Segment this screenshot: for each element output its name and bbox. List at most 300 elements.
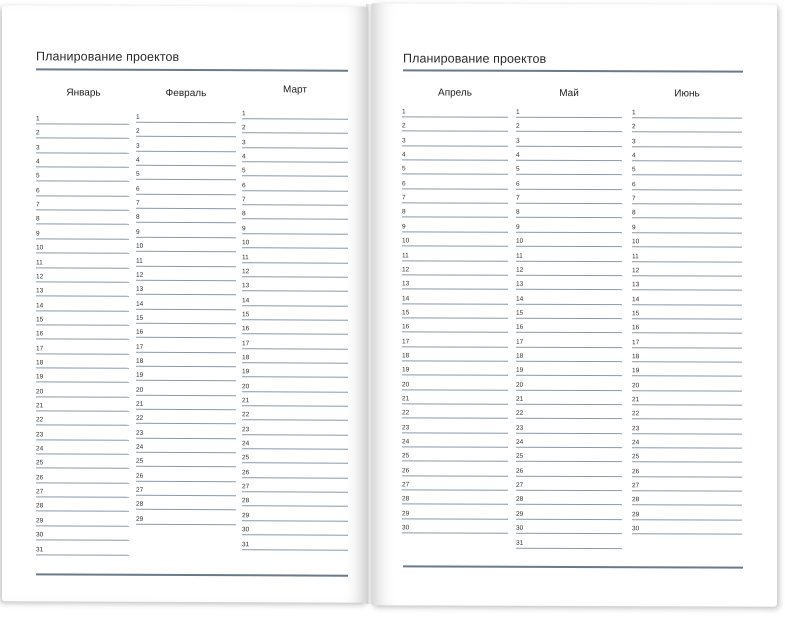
- day-number: 5: [242, 167, 246, 175]
- month-header-march: Март: [283, 84, 307, 96]
- day-number: 8: [36, 215, 40, 223]
- day-number: 19: [242, 368, 250, 376]
- day-row: [36, 310, 129, 325]
- day-number: 2: [242, 124, 246, 132]
- day-row: [136, 409, 236, 424]
- day-number: 19: [136, 372, 144, 380]
- day-number: 24: [632, 439, 640, 447]
- day-number: 12: [242, 268, 250, 276]
- day-number: 3: [632, 137, 636, 145]
- month-header-may: Май: [559, 87, 579, 100]
- day-row: [36, 439, 129, 454]
- day-number: 13: [632, 281, 640, 289]
- day-number: 31: [36, 545, 44, 553]
- day-number: 11: [36, 258, 43, 266]
- day-row: [36, 181, 129, 196]
- day-number: 14: [36, 301, 44, 309]
- day-number: 23: [402, 424, 410, 432]
- day-number: 6: [242, 181, 246, 190]
- day-row: [36, 124, 129, 139]
- day-number: 18: [516, 352, 524, 360]
- day-row: [136, 495, 236, 510]
- day-row: [136, 510, 236, 525]
- day-number: 5: [136, 171, 140, 179]
- day-number: 7: [36, 201, 40, 209]
- day-row: [242, 276, 348, 291]
- day-number: 9: [402, 223, 406, 231]
- day-number: 31: [516, 539, 524, 547]
- day-row: [632, 433, 742, 448]
- day-row: [402, 217, 508, 232]
- day-row: [516, 304, 622, 319]
- day-number: 16: [242, 325, 250, 333]
- day-row: [516, 404, 622, 419]
- day-number: 17: [36, 344, 44, 352]
- day-number: 17: [632, 338, 640, 346]
- day-row: [242, 162, 348, 177]
- day-row: [402, 389, 508, 404]
- day-row: [242, 119, 348, 134]
- left-page: [2, 5, 368, 603]
- day-row: [632, 519, 742, 534]
- month-header-february: Февраль: [165, 87, 207, 100]
- day-row: [36, 353, 129, 368]
- day-number: 14: [242, 296, 250, 304]
- day-number: 3: [516, 137, 520, 145]
- day-number: 15: [402, 309, 410, 317]
- day-number: 5: [402, 165, 406, 173]
- day-number: 10: [516, 237, 524, 245]
- day-number: 2: [36, 129, 40, 137]
- day-number: 11: [242, 253, 249, 261]
- day-number: 23: [516, 424, 524, 432]
- page-title: Планирование проектов: [403, 51, 547, 66]
- day-row: [402, 490, 508, 505]
- day-row: [632, 462, 742, 477]
- day-number: 19: [402, 366, 410, 374]
- day-row: [402, 432, 508, 447]
- day-row: [402, 289, 508, 304]
- day-number: 25: [632, 453, 640, 461]
- day-number: 18: [36, 359, 44, 367]
- day-row: [402, 232, 508, 247]
- day-number: 21: [402, 395, 410, 403]
- day-number: 8: [402, 208, 406, 216]
- day-row: [36, 339, 129, 354]
- day-row: [36, 511, 129, 526]
- day-row: [516, 347, 622, 362]
- day-row: [632, 361, 742, 376]
- day-row: [136, 452, 236, 467]
- day-row: [516, 476, 622, 491]
- day-row: [136, 309, 236, 324]
- day-row: [242, 348, 348, 363]
- day-row: [36, 238, 129, 253]
- day-row: [632, 189, 742, 204]
- day-number: 24: [242, 440, 250, 448]
- day-row: [402, 260, 508, 275]
- day-row: [402, 375, 508, 390]
- day-number: 29: [36, 517, 44, 525]
- day-row: [136, 108, 236, 123]
- day-number: 20: [632, 381, 640, 389]
- day-row: [242, 205, 348, 220]
- day-number: 28: [136, 501, 144, 509]
- day-number: 10: [402, 237, 410, 245]
- day-row: [242, 319, 348, 334]
- day-number: 12: [36, 273, 44, 281]
- day-number: 17: [402, 337, 410, 346]
- day-number: 28: [632, 496, 640, 504]
- right-page: [372, 3, 777, 606]
- day-row: [242, 377, 348, 392]
- day-row: [36, 253, 129, 268]
- day-number: 13: [242, 282, 250, 290]
- day-row: [402, 102, 508, 117]
- day-row: [242, 363, 348, 378]
- day-row: [242, 104, 348, 119]
- day-row: [632, 347, 742, 362]
- day-row: [136, 165, 236, 180]
- day-row: [516, 361, 622, 376]
- day-row: [36, 454, 129, 469]
- day-number: 30: [516, 524, 524, 532]
- day-row: [402, 504, 508, 519]
- day-row: [242, 477, 348, 492]
- day-row: [136, 194, 236, 209]
- day-number: 8: [516, 209, 520, 217]
- day-row: [36, 411, 129, 426]
- day-row: [402, 203, 508, 218]
- day-row: [242, 506, 348, 521]
- day-row: [36, 267, 129, 282]
- day-number: 19: [516, 367, 524, 375]
- day-number: 27: [242, 483, 250, 491]
- day-number: 26: [136, 472, 144, 480]
- day-row: [516, 375, 622, 390]
- day-number: 5: [516, 166, 520, 174]
- day-row: [516, 447, 622, 462]
- day-row: [402, 174, 508, 189]
- day-number: 2: [136, 128, 140, 136]
- day-row: [136, 280, 236, 295]
- day-row: [136, 395, 236, 410]
- day-row: [516, 318, 622, 333]
- title-underline: [36, 68, 348, 71]
- day-number: 16: [136, 329, 144, 337]
- day-row: [402, 361, 508, 376]
- day-number: 30: [402, 524, 410, 532]
- day-number: 15: [36, 316, 44, 324]
- day-number: 1: [136, 113, 140, 121]
- day-number: 16: [516, 324, 524, 332]
- day-row: [516, 218, 622, 233]
- day-row: [36, 210, 129, 225]
- day-row: [36, 282, 129, 297]
- day-number: 29: [516, 510, 524, 518]
- day-row: [36, 396, 129, 411]
- day-number: 9: [516, 223, 520, 231]
- day-row: [632, 290, 742, 305]
- day-number: 6: [632, 180, 636, 188]
- day-number: 31: [242, 540, 250, 548]
- day-number: 13: [516, 280, 524, 289]
- day-number: 26: [516, 467, 524, 475]
- day-number: 1: [242, 110, 246, 118]
- day-row: [136, 223, 236, 238]
- day-number: 14: [516, 295, 524, 303]
- day-row: [242, 449, 348, 464]
- day-row: [516, 261, 622, 276]
- day-row: [632, 405, 742, 420]
- day-number: 9: [36, 230, 40, 238]
- day-number: 17: [516, 338, 524, 346]
- day-number: 23: [136, 429, 144, 437]
- day-number: 13: [136, 285, 144, 294]
- day-row: [632, 505, 742, 520]
- day-number: 16: [632, 324, 640, 332]
- day-row: [402, 346, 508, 361]
- day-row: [632, 318, 742, 333]
- day-row: [632, 218, 742, 233]
- day-row: [402, 246, 508, 261]
- day-number: 15: [136, 314, 144, 322]
- day-row: [516, 390, 622, 405]
- day-row: [516, 146, 622, 161]
- day-number: 29: [242, 512, 250, 520]
- day-number: 7: [632, 195, 636, 203]
- day-row: [632, 390, 742, 405]
- day-number: 22: [36, 416, 44, 424]
- day-number: 25: [242, 454, 250, 462]
- day-number: 21: [632, 396, 640, 404]
- day-number: 27: [632, 482, 640, 490]
- day-row: [402, 145, 508, 160]
- day-number: 4: [402, 151, 406, 159]
- day-row: [516, 505, 622, 520]
- day-number: 17: [136, 343, 144, 351]
- day-row: [36, 325, 129, 340]
- day-number: 12: [632, 267, 640, 275]
- day-row: [632, 247, 742, 262]
- day-row: [36, 195, 129, 210]
- day-number: 24: [36, 445, 44, 453]
- day-row: [242, 535, 348, 550]
- day-number: 20: [516, 381, 524, 389]
- month-header-april: Апрель: [438, 87, 472, 99]
- day-row: [632, 304, 742, 319]
- day-row: [516, 131, 622, 146]
- day-number: 3: [136, 142, 140, 150]
- day-number: 26: [402, 467, 410, 475]
- day-number: 19: [36, 373, 44, 381]
- day-row: [402, 461, 508, 476]
- day-row: [632, 476, 742, 491]
- day-number: 22: [402, 409, 410, 417]
- day-row: [516, 175, 622, 190]
- day-number: 3: [402, 137, 406, 145]
- day-row: [402, 117, 508, 132]
- day-row: [136, 151, 236, 166]
- day-number: 8: [632, 209, 636, 217]
- day-row: [632, 333, 742, 348]
- day-row: [136, 380, 236, 395]
- day-number: 20: [242, 382, 250, 390]
- day-number: 10: [136, 242, 144, 250]
- day-number: 2: [516, 123, 520, 131]
- day-number: 25: [402, 452, 410, 460]
- day-number: 15: [632, 310, 640, 318]
- day-row: [136, 423, 236, 438]
- day-number: 24: [516, 438, 524, 446]
- day-row: [632, 376, 742, 391]
- day-number: 10: [632, 238, 640, 246]
- day-row: [516, 160, 622, 175]
- day-row: [632, 118, 742, 133]
- day-row: [242, 492, 348, 507]
- day-row: [402, 160, 508, 175]
- day-number: 1: [516, 108, 520, 116]
- day-row: [242, 391, 348, 406]
- month-header-january: Январь: [66, 87, 101, 99]
- day-row: [632, 491, 742, 506]
- day-number: 25: [136, 458, 144, 466]
- day-number: 4: [36, 158, 40, 166]
- day-row: [242, 463, 348, 478]
- day-number: 20: [36, 387, 44, 396]
- day-row: [136, 337, 236, 352]
- day-row: [136, 136, 236, 151]
- day-row: [516, 103, 622, 118]
- day-number: 17: [242, 339, 250, 347]
- day-row: [402, 447, 508, 462]
- day-number: 22: [242, 411, 250, 419]
- day-row: [632, 132, 742, 147]
- day-number: 6: [516, 180, 520, 188]
- day-number: 25: [36, 459, 44, 467]
- day-number: 10: [36, 244, 44, 252]
- day-number: 1: [632, 109, 636, 117]
- day-number: 6: [36, 187, 40, 195]
- day-row: [136, 122, 236, 137]
- day-row: [402, 131, 508, 146]
- day-number: 12: [136, 271, 144, 279]
- day-number: 5: [36, 172, 40, 180]
- day-number: 6: [136, 185, 140, 193]
- day-number: 9: [242, 225, 246, 233]
- day-row: [36, 482, 129, 497]
- day-number: 21: [36, 402, 44, 410]
- day-row: [136, 366, 236, 381]
- day-row: [242, 520, 348, 535]
- day-number: 30: [36, 531, 44, 539]
- day-row: [242, 176, 348, 191]
- day-number: 28: [516, 496, 524, 504]
- day-row: [632, 448, 742, 463]
- day-number: 27: [516, 481, 524, 489]
- day-number: 18: [632, 353, 640, 361]
- page-title: Планирование проектов: [36, 49, 180, 64]
- day-number: 27: [36, 488, 44, 496]
- day-number: 8: [242, 210, 246, 218]
- day-row: [36, 167, 129, 182]
- day-number: 27: [136, 486, 144, 494]
- day-row: [402, 275, 508, 290]
- day-number: 14: [136, 300, 144, 308]
- day-row: [136, 266, 236, 281]
- day-number: 20: [136, 386, 144, 394]
- day-number: 26: [632, 467, 640, 475]
- day-row: [136, 481, 236, 496]
- day-number: 23: [632, 424, 640, 432]
- day-number: 12: [516, 266, 524, 274]
- day-number: 4: [136, 156, 140, 164]
- day-number: 13: [36, 287, 44, 295]
- day-row: [402, 332, 508, 347]
- day-row: [36, 525, 129, 540]
- day-row: [516, 490, 622, 505]
- day-number: 27: [402, 481, 410, 489]
- day-number: 2: [402, 122, 406, 130]
- day-number: 22: [136, 415, 144, 423]
- day-number: 9: [632, 223, 636, 232]
- day-number: 1: [402, 108, 406, 116]
- day-number: 23: [242, 425, 250, 433]
- day-row: [136, 467, 236, 482]
- title-underline: [403, 69, 743, 72]
- day-row: [516, 433, 622, 448]
- day-row: [136, 180, 236, 195]
- day-row: [632, 204, 742, 219]
- footer-rule: [403, 565, 743, 568]
- day-number: 12: [402, 266, 410, 274]
- day-row: [136, 294, 236, 309]
- day-row: [36, 497, 129, 512]
- day-number: 29: [632, 510, 640, 519]
- day-row: [632, 161, 742, 176]
- day-number: 21: [242, 397, 250, 405]
- day-number: 3: [242, 138, 246, 146]
- day-number: 21: [136, 400, 144, 408]
- day-row: [242, 147, 348, 162]
- day-row: [242, 133, 348, 148]
- day-number: 4: [242, 153, 246, 161]
- footer-rule: [36, 573, 348, 576]
- day-row: [136, 352, 236, 367]
- day-number: 7: [136, 199, 140, 207]
- day-number: 24: [402, 438, 410, 446]
- day-row: [632, 232, 742, 247]
- day-number: 16: [402, 323, 410, 331]
- day-row: [516, 462, 622, 477]
- day-row: [242, 291, 348, 306]
- day-number: 10: [242, 239, 250, 247]
- day-number: 24: [136, 443, 144, 451]
- day-number: 20: [402, 381, 410, 389]
- day-row: [516, 418, 622, 433]
- day-row: [516, 289, 622, 304]
- day-number: 4: [632, 152, 636, 160]
- day-row: [516, 117, 622, 132]
- day-number: 14: [402, 294, 410, 302]
- day-row: [36, 425, 129, 440]
- day-number: 19: [632, 367, 640, 375]
- day-number: 9: [136, 228, 140, 236]
- day-row: [632, 175, 742, 190]
- day-row: [242, 262, 348, 277]
- day-number: 26: [242, 468, 250, 477]
- day-number: 18: [136, 357, 144, 365]
